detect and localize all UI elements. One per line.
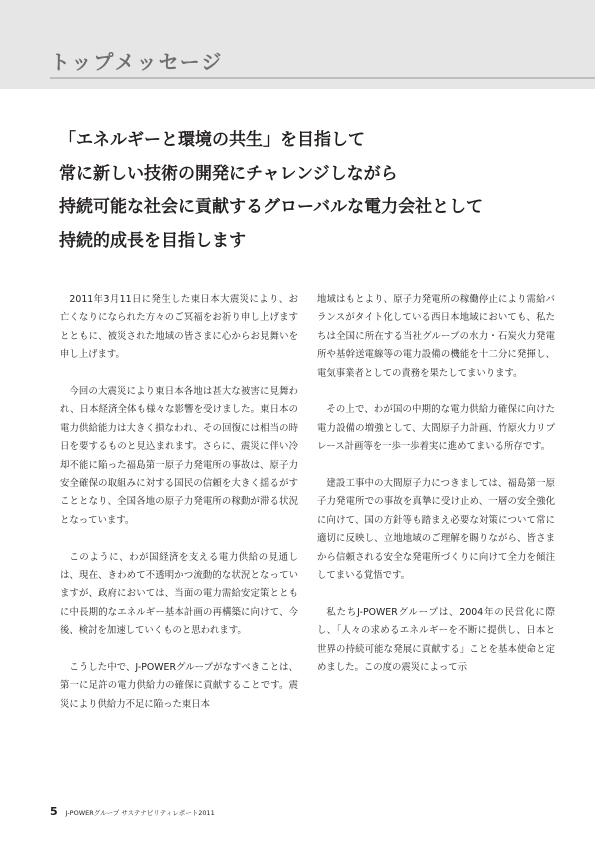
body-paragraph: 今回の大震災により東日本各地は甚大な被害に見舞われ、日本経済全体も様々な影響を受けました。東日本の電力供給能力は大きく損なわれ、その回復には相当の時日を要するものと見込まれます。さらに、震災に伴い冷却不能に陥った福島第一原子力発電所の事故は、原子力安全確保の取組みに対する国民の信頼を大きく揺るがすこととなり、全国各地の原子力発電所の稼動が滞る状況となっています。 (60, 386, 298, 526)
body-paragraph: その上で、わが国の中期的な電力供給力確保に向けた電力設備の増強として、大間原子力計画、竹原火力リプレース計画等を一歩一歩着実に進めてまいる所存です。 (317, 404, 555, 453)
page-footer (50, 805, 215, 821)
headline-line: 常に新しい技術の開発にチャレンジしながら (59, 163, 398, 184)
body-column-right (317, 291, 555, 696)
headline-line: 持続可能な社会に貢献するグローバルな電力会社として (59, 197, 484, 217)
body-paragraph: このように、わが国経済を支える電力供給の見通しは、現在、きわめて不透明かつ流動的な状況となっていますが、政府においては、当面の電力需給安定策とともに中長期的なエネルギー基本計画の再構築に向けて、今後、検討を加速していくものと思われます。 (60, 551, 298, 637)
header-divider (50, 77, 595, 79)
header-band (0, 0, 595, 89)
page-number: 5 (50, 805, 58, 818)
publication-title: J-POWERグループ サステナビリティレポート2011 (65, 809, 215, 817)
headline-line: 「エネルギーと環境の共生」を目指して (59, 130, 365, 150)
body-paragraph: 2011年3月11日に発生した東日本大震災により、お亡くなりになられた方々のご冥福をお祈り申し上げますとともに、被災された地域の皆さまに心からお見舞いを申し上げます。 (60, 294, 298, 361)
body-paragraph: 建設工事中の大間原子力につきましては、福島第一原子力発電所での事故を真摯に受け止め、一層の安全強化に向けて、国の方針等も踏まえ必要な対策について常に適切に反映し、立地地域のご理解を賜りながら、皆さまから信頼される安全な発電所づくりに向けて全力を傾注してまいる覚悟です。 (317, 478, 555, 582)
body-column-left (60, 291, 298, 733)
body-paragraph: 私たちJ-POWERグループは、2004年の民営化に際し、「人々の求めるエネルギーを不断に提供し、日本と世界の持続可能な発展に貢献する」ことを基本使命と定めました。この度の震災によって示 (317, 606, 555, 674)
headline (59, 124, 579, 258)
body-paragraph: こうした中で、J-POWERグループがなすべきことは、第一に足許の電力供給力の確保に貢献することです。震災により供給力不足に陥った東日本 (60, 662, 298, 710)
body-paragraph: 地域はもとより、原子力発電所の稼働停止により需給バランスがタイト化している西日本地域においても、私たちは全国に所在する当社グループの水力・石炭火力発電所や基幹送電線等の電力設備の機能を十二分に発揮し、電気事業者としての責務を果たしてまいります。 (317, 294, 555, 379)
headline-line: 持続的成長を目指します (59, 230, 246, 251)
section-title: トップメッセージ (50, 50, 224, 74)
